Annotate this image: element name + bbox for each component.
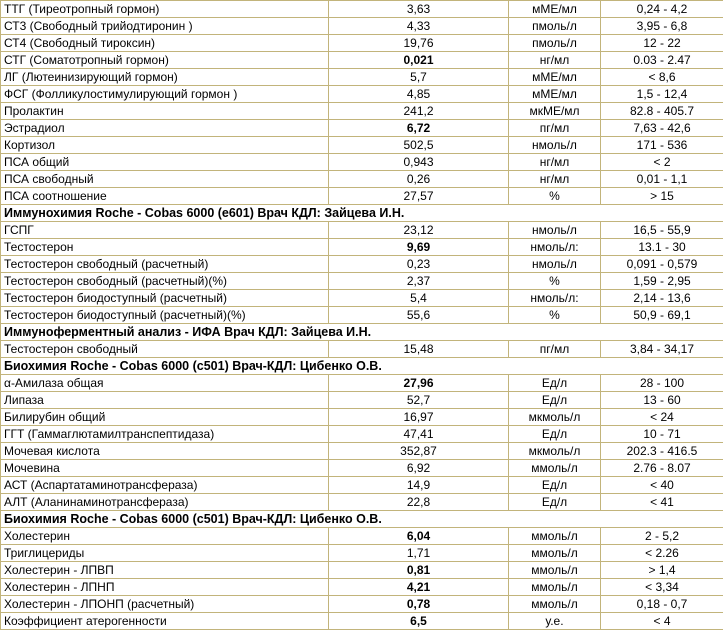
units-cell: ммоль/л [509, 545, 601, 562]
result-value-cell: 4,33 [329, 18, 509, 35]
result-value-cell: 0,23 [329, 256, 509, 273]
test-name-cell: Мочевая кислота [1, 443, 329, 460]
result-row [1, 613, 723, 630]
reference-range-cell: < 40 [601, 477, 723, 494]
units-cell: у.е. [509, 613, 601, 630]
reference-range-cell: 10 - 71 [601, 426, 723, 443]
section-header-row [1, 324, 723, 341]
result-value-cell: 2,37 [329, 273, 509, 290]
section-header-row [1, 358, 723, 375]
result-row [1, 341, 723, 358]
reference-range-cell: 202.3 - 416.5 [601, 443, 723, 460]
units-cell: ммоль/л [509, 562, 601, 579]
units-cell: нмоль/л: [509, 239, 601, 256]
test-name-cell: ГСПГ [1, 222, 329, 239]
result-value-cell: 5,7 [329, 69, 509, 86]
result-row [1, 426, 723, 443]
reference-range-cell: 82.8 - 405.7 [601, 103, 723, 120]
reference-range-cell: > 1,4 [601, 562, 723, 579]
result-row [1, 290, 723, 307]
result-value-cell: 27,57 [329, 188, 509, 205]
units-cell: пмоль/л [509, 35, 601, 52]
reference-range-cell: < 2 [601, 154, 723, 171]
reference-range-cell: 50,9 - 69,1 [601, 307, 723, 324]
test-name-cell: ТТГ (Тиреотропный гормон) [1, 1, 329, 18]
units-cell: Ед/л [509, 392, 601, 409]
reference-range-cell: 0,091 - 0,579 [601, 256, 723, 273]
reference-range-cell: 3,84 - 34,17 [601, 341, 723, 358]
result-row [1, 154, 723, 171]
result-row [1, 443, 723, 460]
units-cell: нг/мл [509, 154, 601, 171]
units-cell: нмоль/л [509, 256, 601, 273]
result-row [1, 256, 723, 273]
units-cell: нмоль/л: [509, 290, 601, 307]
reference-range-cell: 0,01 - 1,1 [601, 171, 723, 188]
result-value-cell: 27,96 [329, 375, 509, 392]
reference-range-cell: < 2.26 [601, 545, 723, 562]
result-value-cell: 9,69 [329, 239, 509, 256]
reference-range-cell: 0,18 - 0,7 [601, 596, 723, 613]
result-row [1, 120, 723, 137]
units-cell: мкМЕ/мл [509, 103, 601, 120]
reference-range-cell: 3,95 - 6,8 [601, 18, 723, 35]
result-row [1, 528, 723, 545]
lab-results-table-body [1, 1, 723, 630]
result-value-cell: 16,97 [329, 409, 509, 426]
reference-range-cell: 2.76 - 8.07 [601, 460, 723, 477]
reference-range-cell: 0,24 - 4,2 [601, 1, 723, 18]
result-row [1, 137, 723, 154]
units-cell: нмоль/л [509, 222, 601, 239]
result-value-cell: 0,021 [329, 52, 509, 69]
reference-range-cell: 28 - 100 [601, 375, 723, 392]
test-name-cell: α-Амилаза общая [1, 375, 329, 392]
result-value-cell: 5,4 [329, 290, 509, 307]
result-value-cell: 6,72 [329, 120, 509, 137]
reference-range-cell: < 4 [601, 613, 723, 630]
result-row [1, 307, 723, 324]
test-name-cell: Тестостерон [1, 239, 329, 256]
units-cell: Ед/л [509, 477, 601, 494]
result-row [1, 1, 723, 18]
result-row [1, 562, 723, 579]
result-value-cell: 6,92 [329, 460, 509, 477]
result-value-cell: 4,21 [329, 579, 509, 596]
units-cell: ммоль/л [509, 528, 601, 545]
units-cell: % [509, 273, 601, 290]
result-row [1, 171, 723, 188]
result-row [1, 188, 723, 205]
units-cell: ммоль/л [509, 596, 601, 613]
units-cell: пг/мл [509, 341, 601, 358]
result-value-cell: 241,2 [329, 103, 509, 120]
test-name-cell: ЛГ (Лютеинизирующий гормон) [1, 69, 329, 86]
units-cell: % [509, 307, 601, 324]
test-name-cell: Холестерин [1, 528, 329, 545]
result-value-cell: 6,04 [329, 528, 509, 545]
result-row [1, 477, 723, 494]
units-cell: Ед/л [509, 375, 601, 392]
test-name-cell: ГГТ (Гаммаглютамилтранспептидаза) [1, 426, 329, 443]
test-name-cell: Тестостерон свободный [1, 341, 329, 358]
reference-range-cell: 1,59 - 2,95 [601, 273, 723, 290]
units-cell: нг/мл [509, 171, 601, 188]
result-value-cell: 352,87 [329, 443, 509, 460]
reference-range-cell: 16,5 - 55,9 [601, 222, 723, 239]
result-row [1, 103, 723, 120]
result-row [1, 375, 723, 392]
test-name-cell: СТ3 (Свободный трийодтиронин ) [1, 18, 329, 35]
units-cell: мкмоль/л [509, 443, 601, 460]
test-name-cell: Холестерин - ЛПНП [1, 579, 329, 596]
result-value-cell: 6,5 [329, 613, 509, 630]
section-header-label: Биохимия Roche - Cobas 6000 (c501) Врач-КДЛ: Цибенко О.В. [1, 511, 723, 528]
reference-range-cell: 13 - 60 [601, 392, 723, 409]
result-row [1, 409, 723, 426]
units-cell: нг/мл [509, 52, 601, 69]
result-value-cell: 22,8 [329, 494, 509, 511]
result-value-cell: 47,41 [329, 426, 509, 443]
test-name-cell: Липаза [1, 392, 329, 409]
result-row [1, 86, 723, 103]
reference-range-cell: < 24 [601, 409, 723, 426]
result-row [1, 460, 723, 477]
result-value-cell: 0,78 [329, 596, 509, 613]
reference-range-cell: 2,14 - 13,6 [601, 290, 723, 307]
result-value-cell: 0,81 [329, 562, 509, 579]
reference-range-cell: 171 - 536 [601, 137, 723, 154]
test-name-cell: Билирубин общий [1, 409, 329, 426]
test-name-cell: АСТ (Аспартатаминотрансфераза) [1, 477, 329, 494]
reference-range-cell: < 8,6 [601, 69, 723, 86]
section-header-row [1, 205, 723, 222]
result-value-cell: 0,943 [329, 154, 509, 171]
result-value-cell: 14,9 [329, 477, 509, 494]
result-value-cell: 1,71 [329, 545, 509, 562]
result-row [1, 596, 723, 613]
test-name-cell: Эстрадиол [1, 120, 329, 137]
result-row [1, 392, 723, 409]
reference-range-cell: > 15 [601, 188, 723, 205]
units-cell: мМЕ/мл [509, 69, 601, 86]
test-name-cell: АЛТ (Аланинаминотрансфераза) [1, 494, 329, 511]
section-header-label: Иммуноферментный анализ - ИФА Врач КДЛ: Зайцева И.Н. [1, 324, 723, 341]
reference-range-cell: 1,5 - 12,4 [601, 86, 723, 103]
reference-range-cell: 13.1 - 30 [601, 239, 723, 256]
reference-range-cell: 2 - 5,2 [601, 528, 723, 545]
units-cell: Ед/л [509, 426, 601, 443]
test-name-cell: Тестостерон свободный (расчетный)(%) [1, 273, 329, 290]
result-value-cell: 0,26 [329, 171, 509, 188]
test-name-cell: ФСГ (Фолликулостимулирующий гормон ) [1, 86, 329, 103]
section-header-label: Иммунохимия Roche - Cobas 6000 (e601) Врач КДЛ: Зайцева И.Н. [1, 205, 723, 222]
test-name-cell: Триглицериды [1, 545, 329, 562]
units-cell: пмоль/л [509, 18, 601, 35]
units-cell: Ед/л [509, 494, 601, 511]
result-value-cell: 19,76 [329, 35, 509, 52]
reference-range-cell: 7,63 - 42,6 [601, 120, 723, 137]
result-row [1, 35, 723, 52]
units-cell: мМЕ/мл [509, 1, 601, 18]
reference-range-cell: < 41 [601, 494, 723, 511]
result-value-cell: 3,63 [329, 1, 509, 18]
reference-range-cell: 0.03 - 2.47 [601, 52, 723, 69]
test-name-cell: Тестостерон биодоступный (расчетный)(%) [1, 307, 329, 324]
test-name-cell: Кортизол [1, 137, 329, 154]
test-name-cell: ПСА соотношение [1, 188, 329, 205]
test-name-cell: Тестостерон свободный (расчетный) [1, 256, 329, 273]
test-name-cell: Мочевина [1, 460, 329, 477]
units-cell: мкмоль/л [509, 409, 601, 426]
test-name-cell: Холестерин - ЛПВП [1, 562, 329, 579]
result-value-cell: 4,85 [329, 86, 509, 103]
test-name-cell: Коэффициент атерогенности [1, 613, 329, 630]
result-value-cell: 502,5 [329, 137, 509, 154]
units-cell: мМЕ/мл [509, 86, 601, 103]
units-cell: ммоль/л [509, 579, 601, 596]
result-value-cell: 52,7 [329, 392, 509, 409]
test-name-cell: СТГ (Соматотропный гормон) [1, 52, 329, 69]
section-header-row [1, 511, 723, 528]
result-value-cell: 15,48 [329, 341, 509, 358]
test-name-cell: Тестостерон биодоступный (расчетный) [1, 290, 329, 307]
units-cell: % [509, 188, 601, 205]
units-cell: пг/мл [509, 120, 601, 137]
section-header-label: Биохимия Roche - Cobas 6000 (c501) Врач-КДЛ: Цибенко О.В. [1, 358, 723, 375]
result-row [1, 273, 723, 290]
result-row [1, 69, 723, 86]
result-row [1, 545, 723, 562]
reference-range-cell: < 3,34 [601, 579, 723, 596]
test-name-cell: ПСА общий [1, 154, 329, 171]
result-row [1, 52, 723, 69]
result-row [1, 222, 723, 239]
test-name-cell: ПСА свободный [1, 171, 329, 188]
result-row [1, 494, 723, 511]
test-name-cell: СТ4 (Свободный тироксин) [1, 35, 329, 52]
result-value-cell: 23,12 [329, 222, 509, 239]
units-cell: нмоль/л [509, 137, 601, 154]
result-row [1, 239, 723, 256]
test-name-cell: Холестерин - ЛПОНП (расчетный) [1, 596, 329, 613]
units-cell: ммоль/л [509, 460, 601, 477]
result-value-cell: 55,6 [329, 307, 509, 324]
result-row [1, 579, 723, 596]
test-name-cell: Пролактин [1, 103, 329, 120]
result-row [1, 18, 723, 35]
reference-range-cell: 12 - 22 [601, 35, 723, 52]
